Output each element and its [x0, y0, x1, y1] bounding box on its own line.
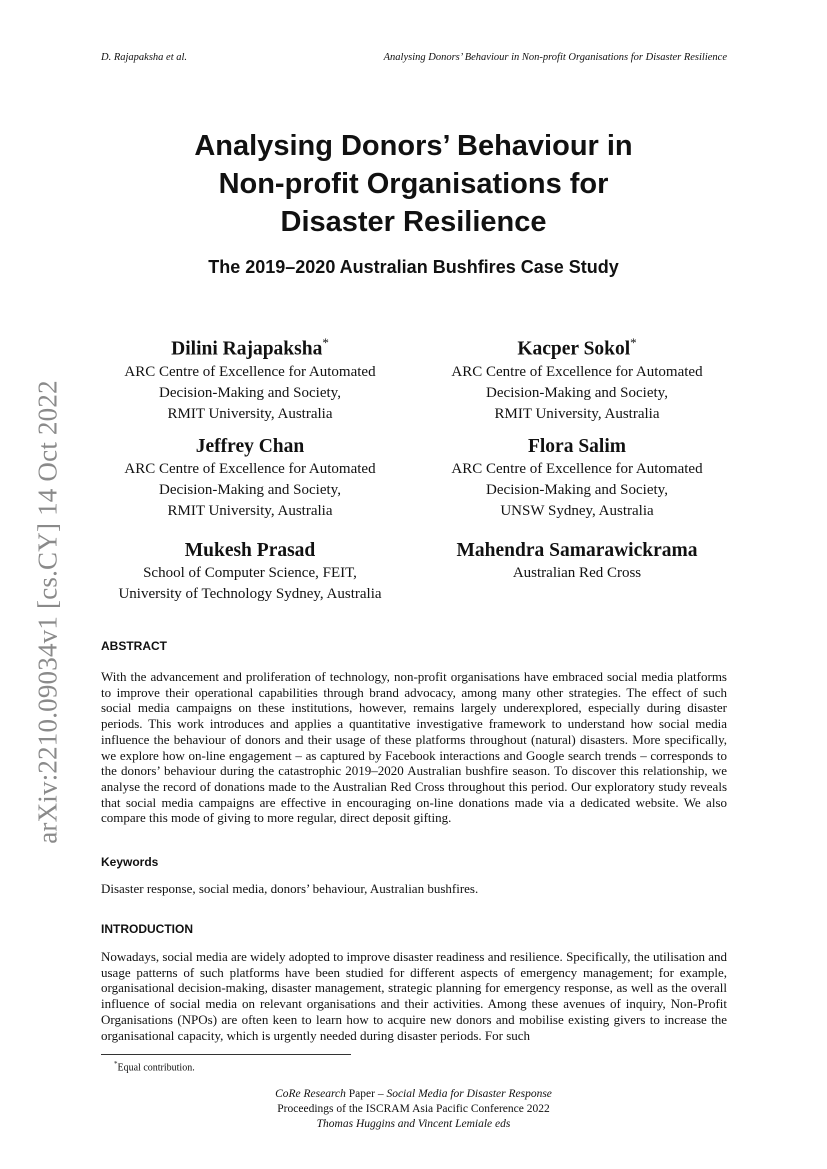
- paper-title: [100, 127, 727, 241]
- author-affiliation-line: Decision-Making and Society,: [159, 482, 341, 498]
- author-affiliation-line: Australian Red Cross: [512, 565, 642, 581]
- running-head-title: Analysing Donors’ Behaviour in Non-profit Organisations for Disaster Resilience: [383, 52, 727, 63]
- footer-line: [100, 1087, 727, 1102]
- author-block: [417, 331, 737, 425]
- author-name: Flora Salim: [527, 436, 627, 457]
- running-head-authors: D. Rajapaksha et al.: [101, 52, 188, 63]
- author-name: Mahendra Samarawickrama: [456, 540, 698, 561]
- author-affiliation-line: School of Computer Science, FEIT,: [143, 565, 357, 581]
- running-head: [101, 52, 727, 68]
- equal-contribution-mark: *: [630, 335, 637, 350]
- title-line: Analysing Donors’ Behaviour in: [194, 130, 633, 162]
- footer-series: CoRe Research: [275, 1088, 346, 1100]
- author-affiliation-line: Decision-Making and Society,: [486, 384, 668, 401]
- author-affiliation-line: ARC Centre of Excellence for Automated: [451, 363, 703, 380]
- title-line: Non-profit Organisations for: [218, 168, 609, 200]
- author-block: [417, 539, 737, 584]
- author-name: Dilini Rajapaksha*: [171, 335, 329, 360]
- introduction-text: Nowadays, social media are widely adopted to improve disaster readiness and resilience. Specifically, the utilisation and usage patterns of such platforms have been studied for different aspects of emergency management; for example, organisational decision-making, disaster management, strategic planning for emergency response, as well as the overall influence of social media on relevant organisations and their activities. Among these avenues of inquiry, Non-Profit Organisations (NPOs) are often keen to learn how to acquire new donors and mobilise existing givers to increase the organisational capacity, which is urgently needed during disaster periods. For such: [101, 949, 727, 1043]
- page-footer: [100, 1087, 727, 1132]
- abstract-heading: ABSTRACT: [101, 639, 167, 653]
- author-affiliation-line: RMIT University, Australia: [167, 405, 333, 422]
- footer-proceedings: Proceedings of the ISCRAM Asia Pacific Conference 2022: [277, 1103, 550, 1115]
- author-affiliation-line: ARC Centre of Excellence for Automated: [124, 461, 376, 477]
- author-affiliation-line: Decision-Making and Society,: [159, 384, 341, 401]
- footnote-rule: [101, 1054, 351, 1055]
- keywords-heading: Keywords: [101, 855, 159, 869]
- arxiv-identifier-stamp[interactable]: arXiv:2210.09034v1 [cs.CY] 14 Oct 2022: [32, 380, 63, 844]
- author-affiliation-line: RMIT University, Australia: [167, 503, 333, 519]
- footer-track: Social Media for Disaster Response: [386, 1088, 552, 1100]
- title-line: Disaster Resilience: [280, 206, 547, 238]
- author-affiliation-line: UNSW Sydney, Australia: [500, 503, 654, 519]
- paper-subtitle: The 2019–2020 Australian Bushfires Case Study: [208, 257, 619, 277]
- equal-contribution-mark: *: [322, 335, 329, 350]
- footnote: [114, 1060, 195, 1073]
- introduction-heading: INTRODUCTION: [101, 922, 193, 936]
- author-name: Jeffrey Chan: [195, 436, 305, 457]
- abstract-text: With the advancement and proliferation of technology, non-profit organisations have embraced social media platforms to improve their operational capabilities through brand advocacy, among many other strategies. The effect of such social media campaigns on these institutions, however, remains largely underexplored, especially during disaster periods. This work introduces and applies a quantitative investigative framework to understand how social media influence the behaviour of donors and their usage of these platforms throughout (natural) disasters. More specifically, we explore how on-line engagement – as captured by Facebook interactions and Google search trends – corresponds to the donors’ behaviour during the catastrophic 2019–2020 Australian bushfire season. To discover this relationship, we analyse the record of donations made to the Australian Red Cross throughout this period. Our exploratory study reveals that social media campaigns are effective in encouraging on-line donations made via a dedicated website. We also compare this mode of giving to more regular, direct deposit gifting.: [101, 669, 727, 826]
- author-name: Kacper Sokol*: [517, 335, 637, 360]
- author-name: Mukesh Prasad: [184, 540, 316, 561]
- author-affiliation-line: Decision-Making and Society,: [486, 482, 668, 498]
- author-block: [90, 435, 410, 522]
- author-affiliation-line: University of Technology Sydney, Australia: [118, 586, 382, 602]
- author-affiliation-line: ARC Centre of Excellence for Automated: [451, 461, 703, 477]
- keywords-text: Disaster response, social media, donors’ behaviour, Australian bushfires.: [101, 881, 479, 896]
- author-affiliation-line: ARC Centre of Excellence for Automated: [124, 363, 376, 380]
- author-block: [90, 331, 410, 425]
- author-block: [417, 435, 737, 522]
- footer-connector: Paper –: [345, 1088, 387, 1100]
- author-affiliation-line: RMIT University, Australia: [494, 405, 660, 422]
- footer-editors: Thomas Huggins and Vincent Lemiale eds: [316, 1118, 511, 1130]
- author-block: [90, 539, 410, 605]
- footnote-text: Equal contribution.: [117, 1062, 195, 1074]
- footnote-mark: *: [114, 1060, 118, 1068]
